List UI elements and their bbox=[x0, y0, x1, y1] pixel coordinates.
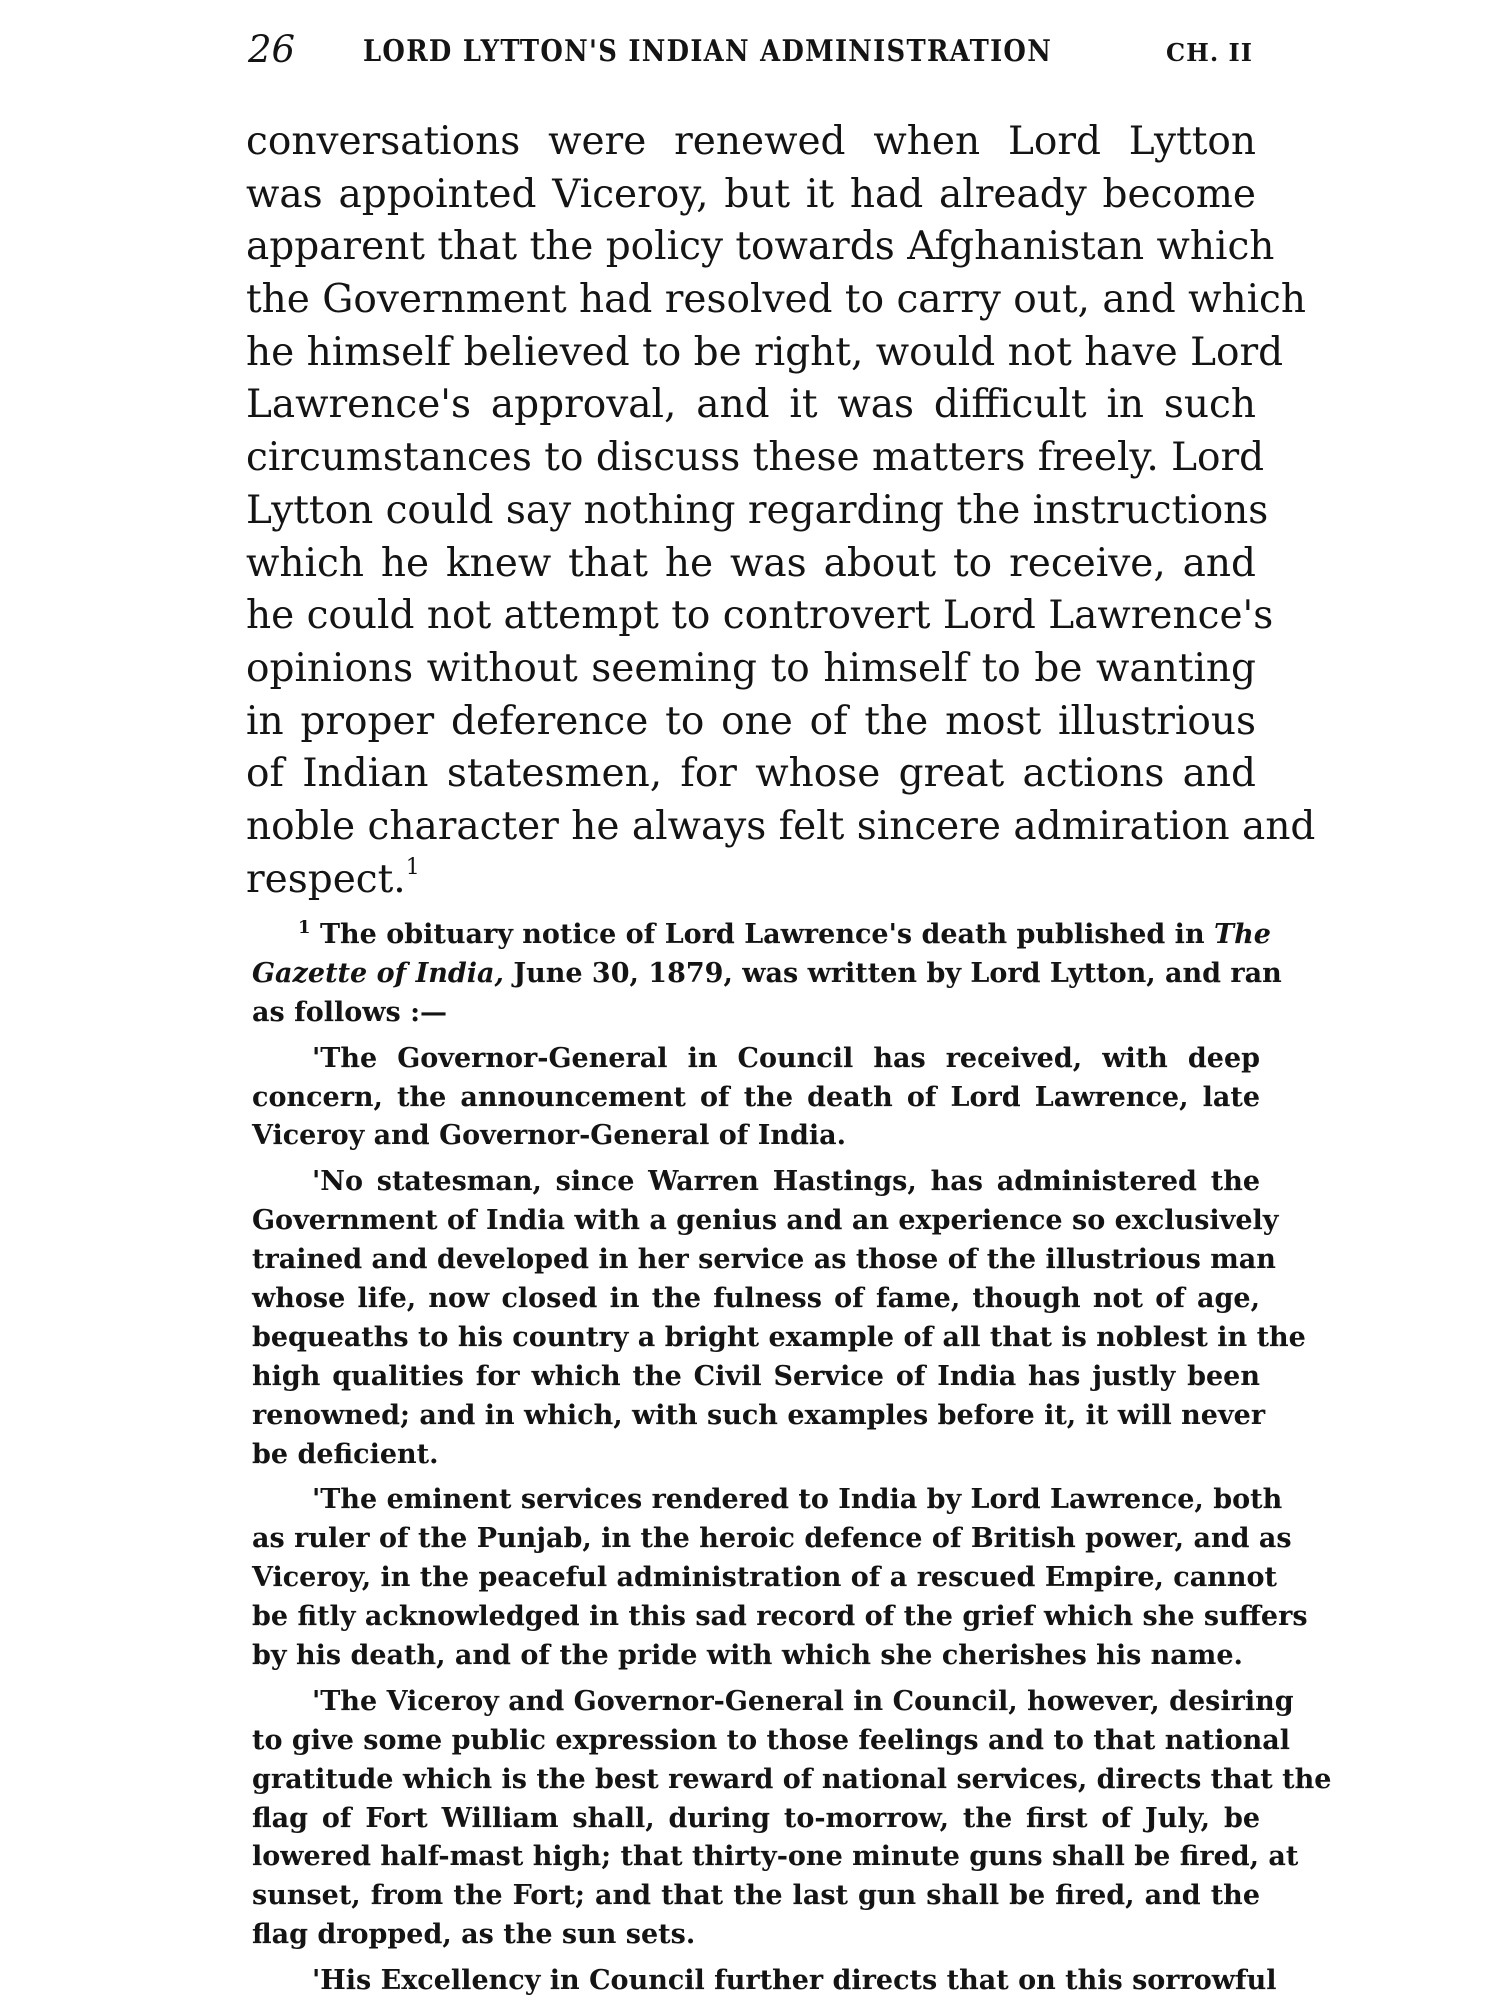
footnote-line: high qualities for which the Civil Service of India has justly been bbox=[252, 1360, 1260, 1392]
footnote-line: 'His Excellency in Council further directs that on this sorrowful bbox=[312, 1965, 1277, 1997]
footnote-line: 'The Viceroy and Governor-General in Council, however, desiring bbox=[312, 1685, 1294, 1717]
footnote-line: be deficient. bbox=[252, 1438, 439, 1470]
text-line: conversations were renewed when Lord Lytton bbox=[246, 119, 1256, 164]
footnote-line: be fitly acknowledged in this sad record of the grief which she suffers bbox=[252, 1601, 1308, 1633]
chapter-label: CH. II bbox=[1166, 38, 1253, 67]
footnote-line bbox=[252, 916, 1271, 955]
footnote-line: Government of India with a genius and an experience so exclusively bbox=[252, 1205, 1279, 1237]
footnote-line: Viceroy and Governor-General of India. bbox=[252, 1120, 847, 1152]
footnote-line: renowned; and in which, with such examples before it, it will never bbox=[252, 1399, 1266, 1431]
footnote-line bbox=[252, 955, 1282, 994]
footnote-intro-text: The obituary notice of Lord Lawrence's death published in bbox=[319, 919, 1205, 950]
footnote-line: trained and developed in her service as those of the illustrious man bbox=[252, 1244, 1276, 1276]
footnote-line: 'The eminent services rendered to India by Lord Lawrence, both bbox=[312, 1484, 1283, 1516]
text-line: of Indian statesmen, for whose great actions and bbox=[246, 751, 1256, 797]
text-line-last bbox=[246, 854, 1256, 907]
footnote-line: to give some public expression to those feelings and to that national bbox=[252, 1724, 1290, 1756]
footnote-line: gratitude which is the best reward of national services, directs that the bbox=[252, 1763, 1332, 1795]
footnote-line: by his death, and of the pride with which she cherishes his name. bbox=[252, 1640, 1243, 1672]
text-line: he could not attempt to controvert Lord Lawrence's bbox=[246, 593, 1274, 639]
footnote-line: bequeaths to his country a bright example of all that is noblest in the bbox=[252, 1321, 1306, 1353]
publication-title: The bbox=[1213, 919, 1271, 950]
footnote-intro-text: June 30, 1879, was written by Lord Lytton, and ran bbox=[513, 957, 1282, 989]
footnote-line: sunset, from the Fort; and that the last gun shall be fired, and the bbox=[252, 1880, 1260, 1912]
footnote-line: Viceroy, in the peaceful administration of a rescued Empire, cannot bbox=[252, 1562, 1277, 1594]
text-line: Lawrence's approval, and it was difficult in such bbox=[246, 382, 1256, 428]
text-line: the Government had resolved to carry out, and which bbox=[246, 277, 1307, 323]
footnote-line: whose life, now closed in the fulness of fame, though not of age, bbox=[252, 1283, 1260, 1315]
footnote-line: 'The Governor-General in Council has received, with deep bbox=[312, 1042, 1260, 1074]
text-line-content: respect. bbox=[246, 856, 406, 902]
footnote-line: concern, the announcement of the death of Lord Lawrence, late bbox=[252, 1081, 1260, 1113]
page-number: 26 bbox=[248, 28, 296, 71]
page-header bbox=[248, 26, 1258, 76]
text-line: which he knew that he was about to receive, and bbox=[246, 540, 1256, 586]
text-line: was appointed Viceroy, but it had already become bbox=[246, 171, 1256, 217]
running-title: LORD LYTTON'S INDIAN ADMINISTRATION bbox=[363, 34, 1053, 69]
footnote-number: 1 bbox=[298, 917, 311, 938]
text-line: opinions without seeming to himself to be wanting bbox=[246, 645, 1256, 691]
text-line: noble character he always felt sincere admiration and bbox=[246, 803, 1316, 849]
footnote-block bbox=[252, 916, 1332, 2001]
text-line: in proper deference to one of the most illustrious bbox=[246, 698, 1256, 744]
footnote-line: 'No statesman, since Warren Hastings, has administered the bbox=[312, 1166, 1260, 1198]
text-line: Lytton could say nothing regarding the instructions bbox=[246, 487, 1269, 533]
footnote-line: flag dropped, as the sun sets. bbox=[252, 1919, 696, 1951]
footnote-line: lowered half-mast high; that thirty-one minute guns shall be fired, at bbox=[252, 1841, 1299, 1873]
main-text bbox=[246, 116, 1316, 906]
text-line: he himself believed to be right, would not have Lord bbox=[246, 329, 1284, 375]
footnote-line: as ruler of the Punjab, in the heroic defence of British power, and as bbox=[252, 1523, 1292, 1555]
publication-title: Gazette of India, bbox=[252, 957, 504, 989]
footnote-reference: 1 bbox=[405, 854, 420, 880]
footnote-line: as follows :— bbox=[252, 996, 448, 1028]
text-line: circumstances to discuss these matters freely. Lord bbox=[246, 435, 1265, 481]
text-line: apparent that the policy towards Afghanistan which bbox=[246, 224, 1275, 270]
footnote-line: flag of Fort William shall, during to-morrow, the first of July, be bbox=[252, 1802, 1260, 1834]
